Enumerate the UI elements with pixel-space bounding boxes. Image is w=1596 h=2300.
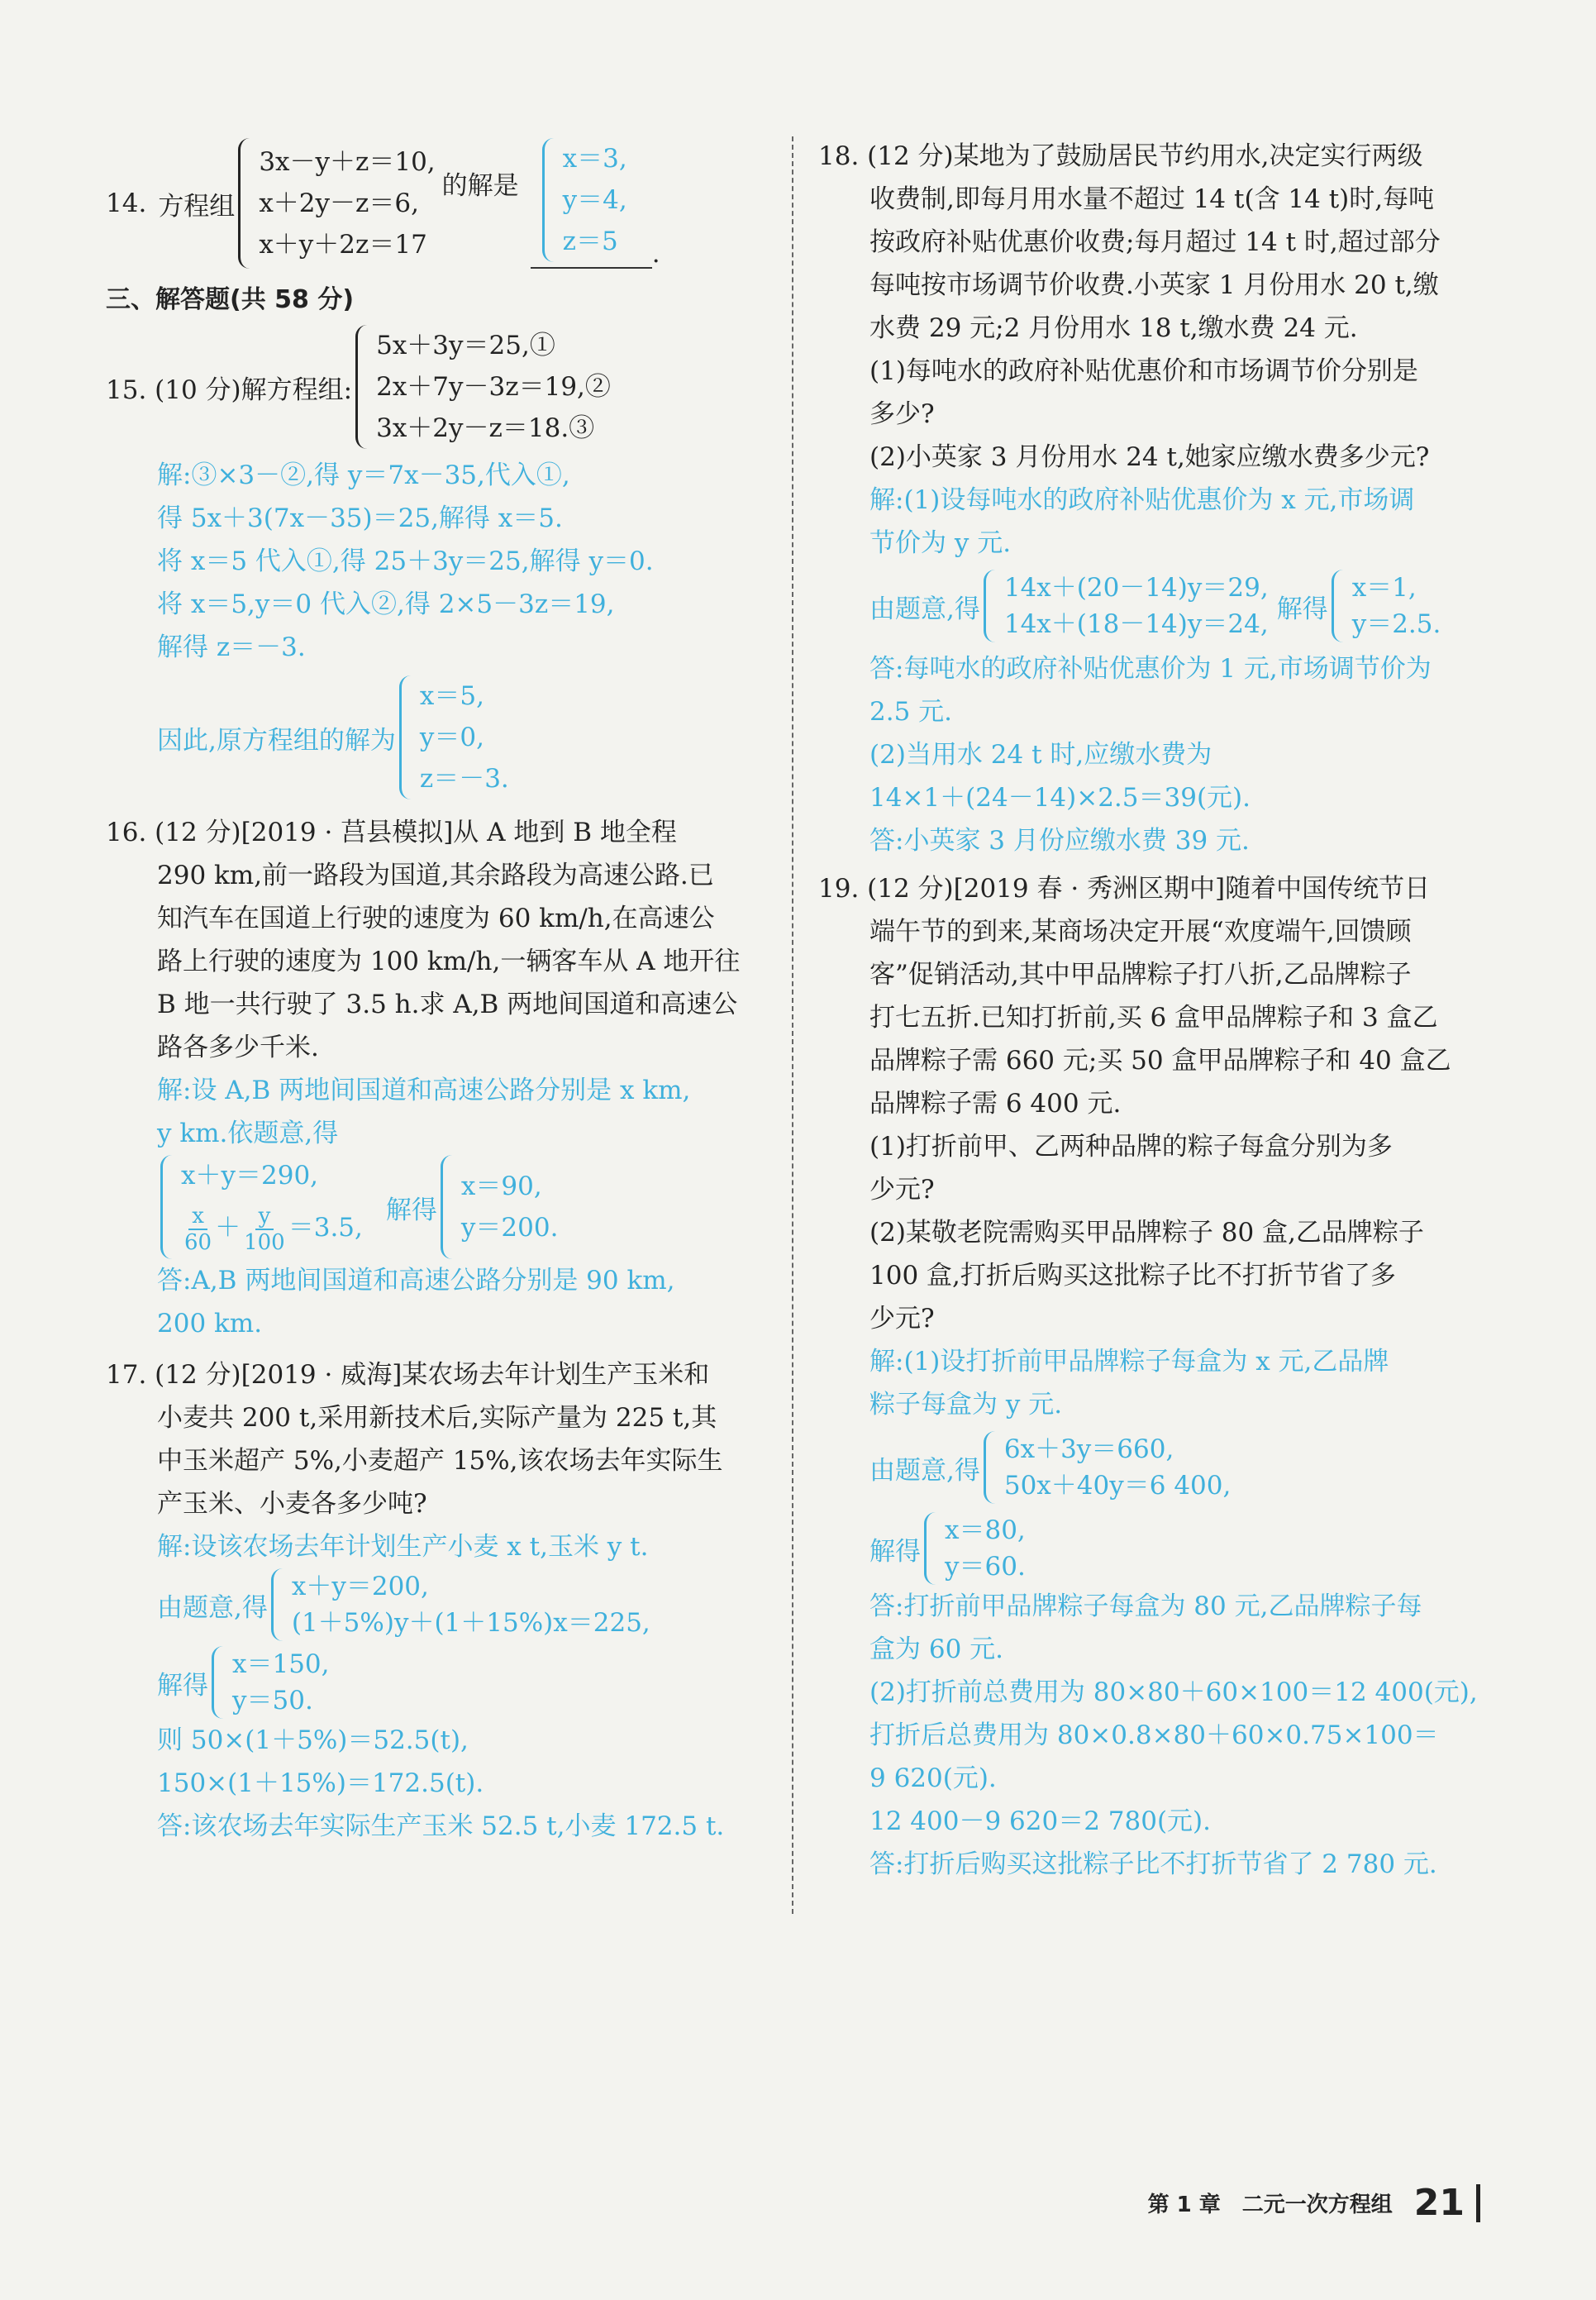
question-19: [818, 867, 1479, 1340]
q18-line-1: 18. (12 分)某地为了鼓励居民节约用水,决定实行两级: [818, 141, 1423, 171]
q17-line-2: 小麦共 200 t,采用新技术后,实际产量为 225 t,其: [157, 1403, 717, 1433]
q16-line-3: 知汽车在国道上行驶的速度为 60 km/h,在高速公: [157, 904, 715, 933]
q17-line-3: 中玉米超产 5%,小麦超产 15%,该农场去年实际生: [157, 1446, 723, 1476]
q15-final-label: 因此,原方程组的解为: [157, 725, 396, 756]
q18-line-2: 收费制,即每月用水量不超过 14 t(含 14 t)时,每吨: [869, 184, 1435, 214]
q19-p2-1: (2)某敬老院需购买甲品牌粽子 80 盒,乙品牌粽子: [869, 1218, 1424, 1248]
q19-line-2: 端午节的到来,某商场决定开展“欢度端午,回馈顾: [869, 917, 1412, 947]
q14-eq-1: 3x－y＋z＝10,: [259, 147, 436, 177]
q19-line-1: 19. (12 分)[2019 春 · 秀洲区期中]随着中国传统节日: [818, 874, 1431, 904]
q17-line-1: 17. (12 分)[2019 · 威海]某农场去年计划生产玉米和: [106, 1360, 710, 1390]
q16-res-2: y＝200.: [460, 1213, 559, 1243]
q14-suffix: 的解是: [441, 170, 519, 201]
q16-line-2: 290 km,前一路段为国道,其余路段为高速公路.已: [157, 861, 714, 890]
q16-eq-1: x＋y＝290,: [181, 1161, 319, 1191]
question-14: [106, 138, 767, 269]
q14-equations: [259, 141, 435, 265]
q15-eq-3: 3x＋2y－z＝18.③: [376, 413, 595, 443]
q19-sol2-3: 9 620(元).: [869, 1763, 997, 1793]
q17-line-4: 产玉米、小麦各多少吨?: [157, 1489, 427, 1519]
q17-system: 由题意,得 x＋y＝200, (1＋5%)y＋(1＋15%)x＝225,: [157, 1568, 767, 1641]
q15-solution: [106, 454, 767, 799]
q14-ans-3: z＝5: [562, 227, 618, 256]
q18-line-3: 按政府补贴优惠价收费;每月超过 14 t 时,超过部分: [869, 227, 1441, 257]
q18-ans1-2: 2.5 元.: [869, 697, 953, 727]
q14-end: .: [651, 239, 660, 269]
page-number: 21: [1413, 2182, 1465, 2224]
q16-line-5: B 地一共行驶了 3.5 h.求 A,B 两地间国道和高速公: [157, 990, 738, 1019]
q18-ans2: 答:小英家 3 月份应缴水费 39 元.: [869, 826, 1250, 856]
q19-line-4: 打七五折.已知打折前,买 6 盒甲品牌粽子和 3 盒乙: [869, 1003, 1438, 1033]
q19-p1-2: 少元?: [869, 1175, 935, 1205]
q18-p1-1: (1)每吨水的政府补贴优惠价和市场调节价分别是: [869, 356, 1418, 386]
q19-p2-2: 100 盒,打折后购买这批粽子比不打折节省了多: [869, 1261, 1396, 1291]
q19-p1-1: (1)打折前甲、乙两种品牌的粽子每盒分别为多: [869, 1132, 1393, 1162]
q17-calc-2: 150×(1＋15%)＝172.5(t).: [157, 1768, 484, 1798]
q19-sol2-2: 打折后总费用为 80×0.8×80＋60×0.75×100＝: [869, 1720, 1439, 1750]
q18-sol-1: 解:(1)设每吨水的政府补贴优惠价为 x 元,市场调: [869, 485, 1415, 515]
q19-line-3: 客”促销活动,其中甲品牌粽子打八折,乙品牌粽子: [869, 960, 1412, 990]
q18-sol2-1: (2)当用水 24 t 时,应缴水费为: [869, 740, 1212, 770]
question-16: [106, 811, 767, 1069]
right-column: [818, 136, 1479, 1886]
q15-eq-1: 5x＋3y＝25,①: [376, 331, 555, 360]
q15-eq-2: 2x＋7y－3z＝19,②: [376, 372, 611, 402]
q19-sol2-1: (2)打折前总费用为 80×80＋60×100＝12 400(元),: [869, 1677, 1478, 1707]
q19-ans1-1: 答:打折前甲品牌粽子每盒为 80 元,乙品牌粽子每: [869, 1591, 1422, 1621]
q15-sol-5: 解得 z＝－3.: [157, 632, 306, 662]
q18-sol2-2: 14×1＋(24－14)×2.5＝39(元).: [869, 783, 1251, 813]
q19-result: 解得 x＝80, y＝60.: [869, 1512, 1479, 1585]
q16-solution: [106, 1069, 767, 1345]
q14-eq-2: x＋2y－z＝6,: [259, 188, 419, 218]
q19-line-5: 品牌粽子需 660 元;买 50 盒甲品牌粽子和 40 盒乙: [869, 1046, 1451, 1076]
q15-final-1: x＝5,: [419, 681, 484, 711]
q17-eq-2: (1＋5%)y＋(1＋15%)x＝225,: [291, 1608, 650, 1638]
q17-sol-1: 解:设该农场去年计划生产小麦 x t,玉米 y t.: [157, 1532, 649, 1562]
q15-final-3: z＝－3.: [419, 764, 509, 794]
q19-sol-2: 粽子每盒为 y 元.: [869, 1390, 1063, 1420]
q15-head: 15. (10 分)解方程组:: [106, 375, 353, 405]
q14-number: 14.: [106, 188, 147, 218]
q17-result: 解得 x＝150, y＝50.: [157, 1646, 767, 1719]
q17-calc-1: 则 50×(1＋5%)＝52.5(t),: [157, 1725, 469, 1755]
question-18: [818, 135, 1479, 479]
q15-sol-1: 解:③×3－②,得 y＝7x－35,代入①,: [157, 460, 570, 490]
q19-res-2: y＝60.: [945, 1552, 1026, 1582]
q14-label: 方程组: [158, 191, 236, 222]
page-footer: [1148, 2182, 1480, 2224]
left-column: [106, 136, 767, 1848]
footer-bar: [1476, 2184, 1480, 2222]
q19-ans1-2: 盒为 60 元.: [869, 1634, 1004, 1664]
q17-res-2: y＝50.: [232, 1686, 313, 1715]
section-heading: 三、解答题(共 58 分): [106, 285, 355, 314]
q14-brace: [238, 138, 254, 269]
q18-sol-2: 节价为 y 元.: [869, 528, 1012, 558]
q14-answer-brace: [542, 138, 558, 262]
q19-line-6: 品牌粽子需 6 400 元.: [869, 1089, 1122, 1119]
q16-ans-2: 200 km.: [157, 1309, 263, 1338]
q17-res-1: x＝150,: [232, 1649, 330, 1679]
chapter-title: 第 1 章 二元一次方程组: [1147, 2193, 1393, 2217]
q19-system: 由题意,得 6x＋3y＝660, 50x＋40y＝6 400,: [869, 1431, 1479, 1504]
q16-line-6: 路各多少千米.: [157, 1033, 319, 1062]
q16-line-4: 路上行驶的速度为 100 km/h,一辆客车从 A 地开往: [157, 947, 741, 976]
q14-answer-blank: [531, 138, 652, 269]
q15-sol-2: 得 5x＋3(7x－35)＝25,解得 x＝5.: [157, 503, 563, 533]
q16-sol-1: 解:设 A,B 两地间国道和高速公路分别是 x km,: [157, 1076, 691, 1105]
q15-brace: [355, 325, 371, 449]
q15-final-2: y＝0,: [419, 723, 484, 752]
q18-ans1-1: 答:每吨水的政府补贴优惠价为 1 元,市场调节价为: [869, 654, 1432, 684]
q19-eq-1: 6x＋3y＝660,: [1003, 1434, 1174, 1464]
q18-line-4: 每吨按市场调节价收费.小英家 1 月份用水 20 t,缴: [869, 270, 1439, 300]
q18-p1-2: 多少?: [869, 399, 935, 429]
q19-p2-3: 少元?: [869, 1304, 935, 1334]
question-15: [106, 325, 767, 449]
q14-eq-3: x＋y＋2z＝17: [259, 230, 427, 260]
q18-solution: [818, 479, 1479, 862]
q19-sol-1: 解:(1)设打折前甲品牌粽子每盒为 x 元,乙品牌: [869, 1347, 1389, 1377]
q19-sol2-4: 12 400－9 620＝2 780(元).: [869, 1806, 1212, 1836]
q19-res-1: x＝80,: [945, 1515, 1026, 1545]
q18-p2: (2)小英家 3 月份用水 24 t,她家应缴水费多少元?: [869, 442, 1430, 472]
q16-eq-2: $\frac{x}{60}$ ＋ $\frac{y}{100}$ ＝3.5,: [184, 1203, 363, 1255]
q18-res-2: y＝2.5.: [1351, 609, 1441, 639]
q19-solution: [818, 1340, 1479, 1886]
q17-solution: [106, 1525, 767, 1848]
q18-line-5: 水费 29 元;2 月份用水 18 t,缴水费 24 元.: [869, 313, 1358, 343]
q18-res-1: x＝1,: [1351, 573, 1417, 603]
q16-system: [157, 1155, 767, 1259]
q19-ans2: 答:打折后购买这批粽子比不打折节省了 2 780 元.: [869, 1849, 1437, 1879]
q18-eq-2: 14x＋(18－14)y＝24,: [1003, 609, 1269, 639]
q15-sol-3: 将 x＝5 代入①,得 25＋3y＝25,解得 y＝0.: [157, 546, 654, 576]
q14-ans-1: x＝3,: [562, 144, 627, 174]
q17-answer: 答:该农场去年实际生产玉米 52.5 t,小麦 172.5 t.: [157, 1811, 725, 1841]
q14-ans-2: y＝4,: [562, 185, 627, 215]
q16-line-1: 16. (12 分)[2019 · 莒县模拟]从 A 地到 B 地全程: [106, 818, 677, 847]
q19-eq-2: 50x＋40y＝6 400,: [1003, 1471, 1232, 1501]
column-divider: [792, 136, 793, 1914]
q17-eq-1: x＋y＝200,: [291, 1572, 429, 1601]
q15-sol-4: 将 x＝5,y＝0 代入②,得 2×5－3z＝19,: [157, 589, 615, 619]
q16-solve-label: 解得: [385, 1195, 437, 1225]
q16-sol-2: y km.依题意,得: [157, 1119, 339, 1148]
q15-final: [157, 675, 767, 799]
q18-system: 由题意,得 14x＋(20－14)y＝29, 14x＋(18－14)y＝24, 解得 x＝1, y＝2.5.: [869, 570, 1479, 642]
q18-eq-1: 14x＋(20－14)y＝29,: [1003, 573, 1269, 603]
q16-res-1: x＝90,: [460, 1171, 542, 1201]
question-17: [106, 1353, 767, 1525]
q16-ans-1: 答:A,B 两地间国道和高速公路分别是 90 km,: [157, 1266, 675, 1296]
